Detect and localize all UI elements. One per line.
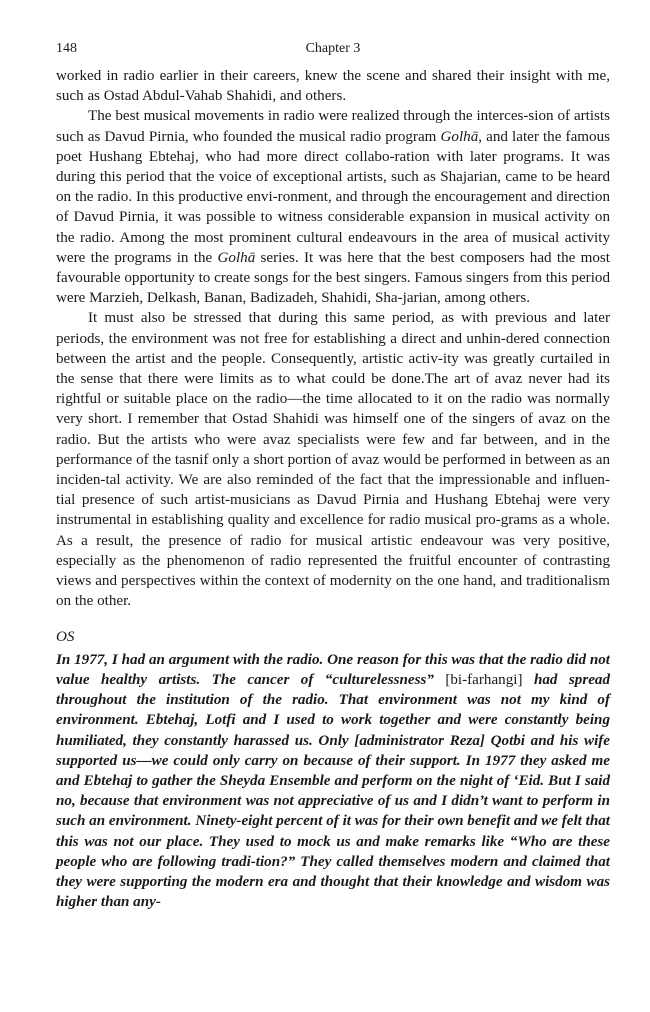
paragraph-3 [56,308,610,611]
paragraph-2-text-c: series. It was here that the best composers had the most favourable opportunity to create songs for the best singers. Famous singers from this period were Marzieh, Delkash, Banan, Badizadeh, Shahidi, Sha-jarian, among others. [56,249,610,307]
paragraph-1 [56,66,610,106]
body-text [56,66,610,611]
golha-term: Golhā [217,249,256,266]
interview-quote [56,650,610,913]
quote-text-b: had spread throughout the institution of the radio. That environment was not my kind of environment. Ebtehaj, Lotfi and I used to work together and were constantly being humiliated, they constantly harassed us. Only [administrator Reza] Qotbi and his wife supported us—we could only carry on because of their support. In 1977 they asked me and Ebtehaj to gather the Sheyda Ensemble and perform on the night of ‘Eid. But I said no, because that environment was not appreciative of us and I didn’t want to perform in such an environment. Ninety-eight percent of it was for their own benefit and we felt that this was not our place. They used to mock us and make remarks like “Who are these people who are following tradi-tion?” They called themselves modern and claimed that they were supporting the modern era and thought that their knowledge and wisdom was higher than any- [56,671,611,911]
speaker-label: OS [56,629,75,646]
quote-text-a: In 1977, I had an argument with the radio. One reason for this was that the radio did not value healthy artists. The cancer of “culturelessness” [56,651,610,688]
paragraph-2-text-b: , and later the famous poet Hushang Ebtehaj, who had more direct collabo-ration with later programs. It was during this period that the voice of exceptional artists, such as Shajarian, came to be heard on the radio. In this productive envi-ronment, and through the encouragement and direction of Davud Pirnia, it was possible to witness considerable expansion in musical activity on the radio. Among the most prominent cultural endeavours in the area of musical activity were the programs in the [56,128,610,266]
paragraph-3-text: It must also be stressed that during this same period, as with previous and later periods, the environment was not free for establishing a direct and unhin-dered connection between the artist and the people. Consequently, artistic activ-ity was greatly curtailed in the sense that there were limits as to what could be done.The art of avaz never had its rightful or suitable place on the radio—the time allocated to it on the radio was normally very short. I remember that Ostad Shahidi was himself one of the singers of avaz on the radio. But the artists who were avaz specialists were few and far between, and in the performance of the tasnif only a short portion of avaz would be performed in between as an inciden-tal activity. We are also reminded of the fact that the impressionable and influen-tial presence of such artist-musicians as Davud Pirnia and Hushang Ebtehaj were very instrumental in establishing quality and excellence for radio musical pro-grams as a whole. As a result, the presence of radio for musical artistic endeavour was very positive, especially as the phenomenon of radio represented the fruitful encounter of contrasting views and perspectives within the context of modernity on the one hand, and traditionalism on the other. [56,310,610,610]
paragraph-1-text: worked in radio earlier in their careers, knew the scene and shared their insight with me, such as Ostad Abdul-Vahab Shahidi, and others. [56,68,610,105]
chapter-title: Chapter 3 [305,41,361,56]
running-head [56,38,610,60]
paragraph-2-text-a: The best musical movements in radio were realized through the interces-sion of artists such as Davud Pirnia, who founded the musical radio program [56,108,610,145]
page-number: 148 [56,41,77,56]
golha-term: Golhā [440,128,479,145]
quote-term: [bi-farhangi] [445,671,523,688]
paragraph-2 [56,106,610,308]
